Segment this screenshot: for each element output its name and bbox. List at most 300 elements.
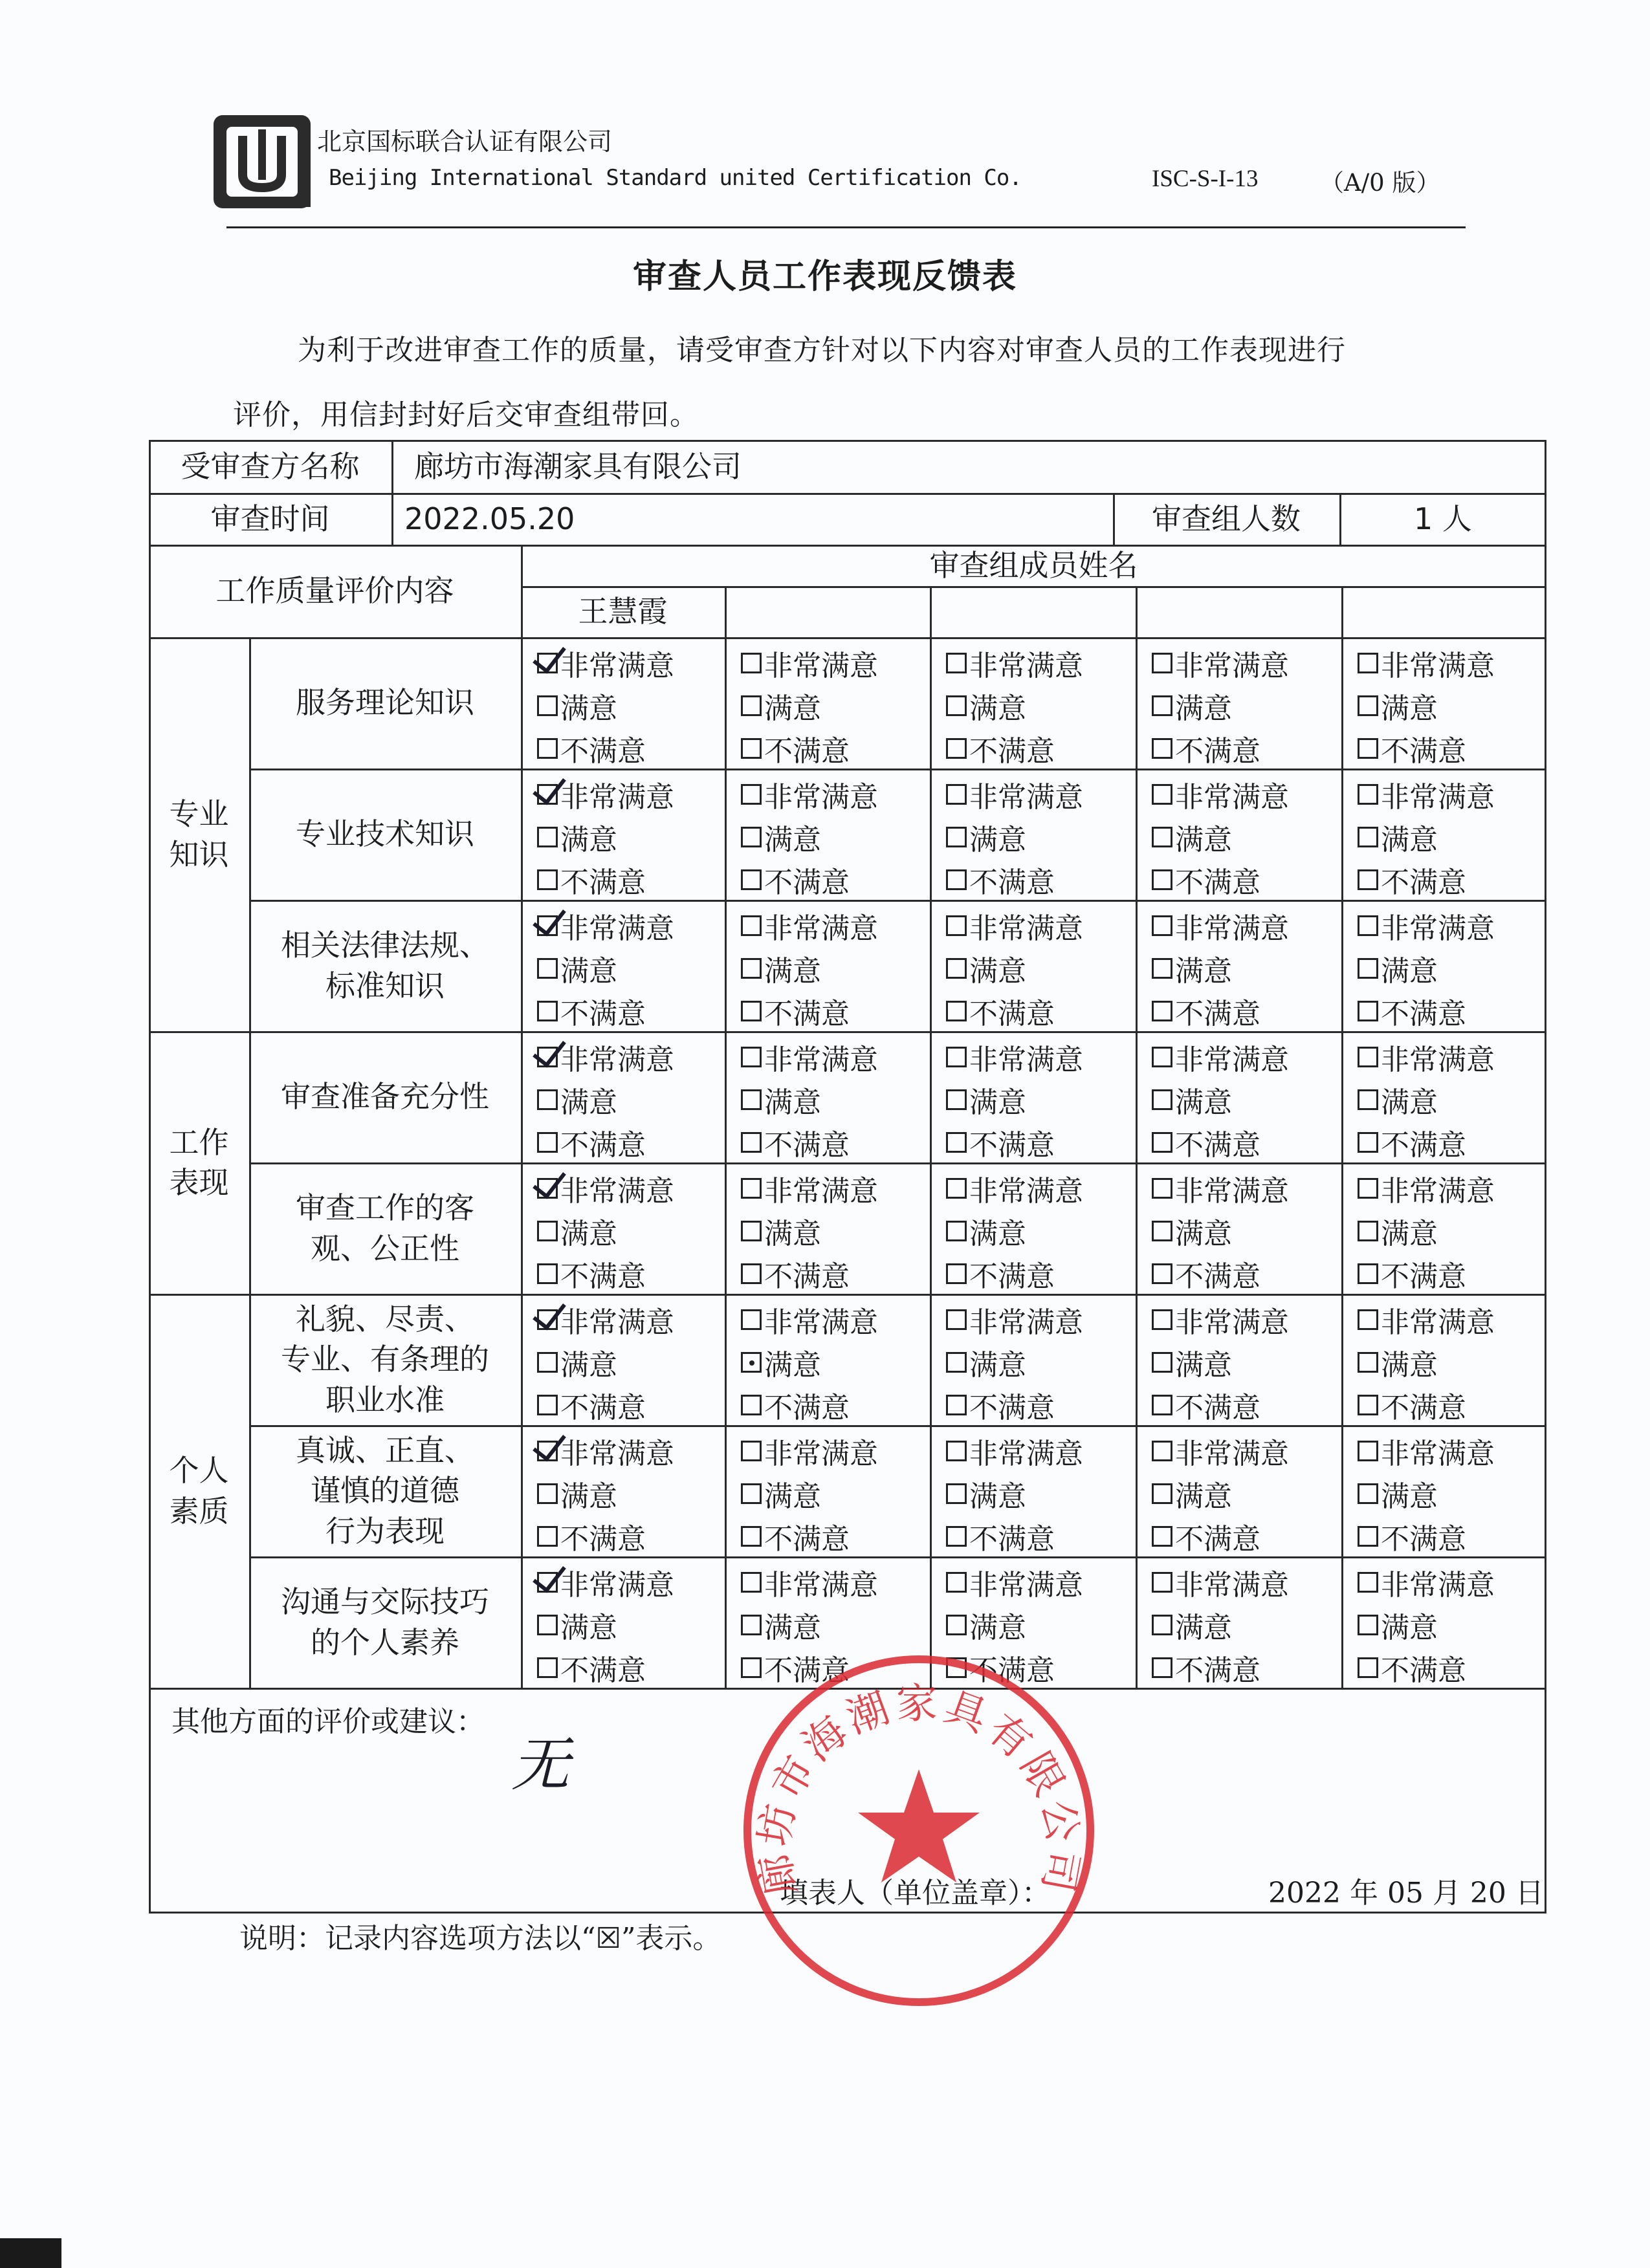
rating-option[interactable] <box>537 1386 646 1424</box>
checkbox[interactable] <box>1358 1352 1378 1373</box>
rating-option[interactable] <box>1358 729 1466 768</box>
checkbox[interactable] <box>537 1526 558 1547</box>
rating-option[interactable] <box>946 1212 1026 1250</box>
checkbox[interactable] <box>537 1047 558 1067</box>
checkbox[interactable] <box>537 1178 558 1199</box>
rating-option-label: 不满意 <box>764 1523 850 1556</box>
rating-group <box>741 1300 935 1423</box>
checkbox[interactable] <box>1152 653 1172 673</box>
remarks-value[interactable]: 无 <box>511 1731 569 1799</box>
checkbox[interactable] <box>946 784 967 805</box>
rating-option-label: 不满意 <box>560 998 646 1030</box>
rating-option[interactable] <box>1152 1080 1232 1119</box>
checkbox[interactable] <box>1358 827 1378 847</box>
checkbox[interactable] <box>1152 1441 1172 1461</box>
rating-option[interactable] <box>946 775 1083 814</box>
checkbox[interactable] <box>946 1441 967 1461</box>
checkbox[interactable] <box>537 1483 558 1504</box>
rating-option[interactable] <box>1152 860 1260 899</box>
member-name-2[interactable] <box>725 586 930 637</box>
rating-option-label: 不满意 <box>560 1391 646 1424</box>
rating-option[interactable] <box>741 729 850 768</box>
rating-option-label: 不满意 <box>764 1260 850 1293</box>
rating-option[interactable] <box>1358 775 1495 814</box>
rating-option[interactable] <box>741 1123 850 1162</box>
rating-option[interactable] <box>1152 1300 1289 1339</box>
checkbox[interactable] <box>1152 1047 1172 1067</box>
checkbox[interactable] <box>946 1132 967 1153</box>
checkbox[interactable] <box>946 958 967 979</box>
checkbox[interactable] <box>1152 695 1172 716</box>
checkbox[interactable] <box>537 915 558 936</box>
rating-option[interactable] <box>537 775 674 814</box>
rating-option[interactable] <box>537 1517 646 1556</box>
rating-option[interactable] <box>741 860 850 899</box>
checkbox[interactable] <box>741 869 762 890</box>
rating-option[interactable] <box>1358 1606 1438 1644</box>
checkbox[interactable] <box>741 1178 762 1199</box>
rating-group <box>741 1169 935 1292</box>
checkbox[interactable] <box>1152 1657 1172 1678</box>
checkbox[interactable] <box>1358 738 1378 759</box>
checkbox[interactable] <box>1358 869 1378 890</box>
checkbox[interactable] <box>1358 1263 1378 1284</box>
checkbox[interactable] <box>1358 1441 1378 1461</box>
checkbox[interactable] <box>1152 915 1172 936</box>
rating-group <box>1358 1038 1552 1161</box>
checkbox[interactable] <box>537 1089 558 1110</box>
checkbox[interactable] <box>1358 784 1378 805</box>
rating-option[interactable] <box>741 1606 821 1644</box>
remarks-label: 其他方面的评价或建议： <box>171 1705 485 1738</box>
rating-option[interactable] <box>1152 1563 1289 1602</box>
rating-option-label: 满意 <box>1381 823 1438 856</box>
rating-option[interactable] <box>1152 1517 1260 1556</box>
checkbox[interactable] <box>741 1483 762 1504</box>
rating-option[interactable] <box>537 686 617 725</box>
checkbox[interactable] <box>741 1089 762 1110</box>
rating-option[interactable] <box>1152 906 1289 945</box>
rating-option-label: 满意 <box>764 1480 821 1513</box>
rating-option[interactable] <box>1152 1648 1260 1687</box>
checkbox[interactable] <box>1358 695 1378 716</box>
rating-option[interactable] <box>946 1343 1026 1382</box>
rating-option[interactable] <box>537 1648 646 1687</box>
rating-option-label: 满意 <box>764 1217 821 1250</box>
rating-option[interactable] <box>1358 1254 1466 1293</box>
checkbox[interactable] <box>1358 1089 1378 1110</box>
rating-option-label: 非常满意 <box>1381 649 1495 682</box>
rating-option[interactable] <box>946 906 1083 945</box>
rating-option[interactable] <box>537 1432 674 1470</box>
checkbox[interactable] <box>1358 1483 1378 1504</box>
checkbox[interactable] <box>1358 1221 1378 1241</box>
checkbox[interactable] <box>1358 1309 1378 1330</box>
rating-option[interactable] <box>1152 949 1232 988</box>
checkbox[interactable] <box>946 738 967 759</box>
checkbox[interactable] <box>1152 1221 1172 1241</box>
rating-option[interactable] <box>741 644 878 682</box>
checkbox[interactable] <box>537 1572 558 1593</box>
auditee-value[interactable]: 廊坊市海潮家具有限公司 <box>414 448 742 484</box>
rating-option[interactable] <box>946 818 1026 856</box>
rating-option-label: 不满意 <box>1381 1654 1466 1687</box>
rating-group <box>946 1038 1140 1161</box>
checkbox[interactable] <box>1152 1263 1172 1284</box>
checkbox[interactable] <box>537 827 558 847</box>
checkbox[interactable] <box>946 1263 967 1284</box>
rating-option[interactable] <box>741 818 821 856</box>
rating-option-label: 满意 <box>969 1349 1026 1382</box>
rating-option[interactable] <box>741 1169 878 1208</box>
checkbox[interactable] <box>1358 1047 1378 1067</box>
rating-option[interactable] <box>741 1386 850 1424</box>
rating-option[interactable] <box>1152 1432 1289 1470</box>
checkbox[interactable] <box>537 784 558 805</box>
checkbox[interactable] <box>1358 1001 1378 1021</box>
checkbox[interactable] <box>1358 653 1378 673</box>
checkbox[interactable] <box>537 1395 558 1415</box>
checkbox[interactable] <box>537 1441 558 1461</box>
rating-option[interactable] <box>946 1517 1055 1556</box>
rating-option[interactable] <box>741 949 821 988</box>
rating-option[interactable] <box>741 775 878 814</box>
checkbox[interactable] <box>537 653 558 673</box>
rating-option[interactable] <box>741 1563 878 1602</box>
checkbox[interactable] <box>1152 827 1172 847</box>
rating-group <box>946 644 1140 767</box>
rating-option-label: 不满意 <box>1381 1129 1466 1162</box>
rating-option[interactable] <box>741 1343 821 1382</box>
checkbox[interactable] <box>1358 1657 1378 1678</box>
rating-option[interactable] <box>537 818 617 856</box>
rating-option[interactable] <box>741 1432 878 1470</box>
rating-option-label: 不满意 <box>1381 1260 1466 1293</box>
rating-option[interactable] <box>537 1563 674 1602</box>
checkbox[interactable] <box>741 1001 762 1021</box>
rating-option[interactable] <box>741 1212 821 1250</box>
document-version: （A/0 版） <box>1320 169 1440 197</box>
checkbox[interactable] <box>1358 1615 1378 1635</box>
rating-group <box>1358 906 1552 1029</box>
member-name-1[interactable]: 王慧霞 <box>578 594 668 629</box>
checkbox[interactable] <box>741 827 762 847</box>
rating-option[interactable] <box>537 906 674 945</box>
rating-option[interactable] <box>946 1123 1055 1162</box>
checkbox[interactable] <box>946 1526 967 1547</box>
checkbox[interactable] <box>741 1221 762 1241</box>
rating-option[interactable] <box>537 1080 617 1119</box>
company-seal-stamp <box>731 1643 1106 2018</box>
checkbox[interactable] <box>946 869 967 890</box>
rating-option-label: 非常满意 <box>1381 1306 1495 1339</box>
checkbox[interactable] <box>741 738 762 759</box>
audit-time-value[interactable]: 2022.05.20 <box>404 501 575 536</box>
checkbox[interactable] <box>1152 1001 1172 1021</box>
rating-option[interactable] <box>1358 992 1466 1030</box>
checkbox[interactable] <box>946 695 967 716</box>
checkbox[interactable] <box>1152 1395 1172 1415</box>
rating-group <box>1358 1169 1552 1292</box>
rating-option[interactable] <box>1152 1474 1232 1513</box>
rating-option[interactable] <box>537 1343 617 1382</box>
rating-option[interactable] <box>1358 818 1438 856</box>
rating-option[interactable] <box>946 1386 1055 1424</box>
rating-option-label: 满意 <box>969 1611 1026 1644</box>
checkbox[interactable] <box>537 738 558 759</box>
rating-option[interactable] <box>537 1038 674 1076</box>
rating-option[interactable] <box>946 1300 1083 1339</box>
checkbox[interactable] <box>946 1309 967 1330</box>
rating-option[interactable] <box>1152 644 1289 682</box>
criterion-label: 沟通与交际技巧 的个人素养 <box>281 1584 489 1660</box>
checkbox[interactable] <box>1152 1483 1172 1504</box>
rating-option[interactable] <box>537 949 617 988</box>
rating-option[interactable] <box>1358 1648 1466 1687</box>
rating-option[interactable] <box>946 686 1026 725</box>
rating-option[interactable] <box>1358 949 1438 988</box>
rating-option[interactable] <box>741 1038 878 1076</box>
rating-option-label: 满意 <box>1381 1349 1438 1382</box>
checkbox[interactable] <box>946 1352 967 1373</box>
rating-option[interactable] <box>946 1080 1026 1119</box>
checkbox[interactable] <box>1152 1572 1172 1593</box>
checkbox[interactable] <box>946 1001 967 1021</box>
criterion-label: 礼貌、尽责、 专业、有条理的 职业水准 <box>281 1302 489 1417</box>
rating-option-label: 非常满意 <box>560 1175 674 1208</box>
rating-option[interactable] <box>946 1432 1083 1470</box>
category-label: 工作 表现 <box>169 1124 229 1200</box>
checkbox[interactable] <box>946 1572 967 1593</box>
rating-option-label: 非常满意 <box>1175 1306 1289 1339</box>
rating-option[interactable] <box>946 729 1055 768</box>
rating-option[interactable] <box>946 644 1083 682</box>
rating-option[interactable] <box>1358 1343 1438 1382</box>
checkbox[interactable] <box>1152 1178 1172 1199</box>
rating-option[interactable] <box>1152 1212 1232 1250</box>
rating-option[interactable] <box>537 1254 646 1293</box>
checkbox[interactable] <box>537 1263 558 1284</box>
rating-option-label: 满意 <box>1175 1611 1232 1644</box>
rating-option[interactable] <box>537 1169 674 1208</box>
rating-option[interactable] <box>1152 1606 1232 1644</box>
rating-option[interactable] <box>946 1606 1026 1644</box>
rating-group <box>537 775 731 898</box>
rating-option-label: 非常满意 <box>560 649 674 682</box>
checkbox[interactable] <box>537 1309 558 1330</box>
checkbox[interactable] <box>1152 869 1172 890</box>
rating-option[interactable] <box>1358 860 1466 899</box>
checkbox[interactable] <box>741 958 762 979</box>
rating-option[interactable] <box>537 860 646 899</box>
rating-option-label: 不满意 <box>969 866 1055 899</box>
rating-option[interactable] <box>1358 1123 1466 1162</box>
rating-option-label: 不满意 <box>1381 1391 1466 1424</box>
checkbox[interactable] <box>741 653 762 673</box>
rating-option[interactable] <box>1152 686 1232 725</box>
rating-option-label: 非常满意 <box>764 1175 878 1208</box>
rating-group <box>1358 1300 1552 1423</box>
rating-option[interactable] <box>1358 1563 1495 1602</box>
member-name-4[interactable] <box>1136 586 1341 637</box>
rating-option[interactable] <box>1358 1517 1466 1556</box>
checkbox[interactable] <box>537 1001 558 1021</box>
checkbox[interactable] <box>946 1615 967 1635</box>
rating-option[interactable] <box>1152 1123 1260 1162</box>
rating-option[interactable] <box>1152 1386 1260 1424</box>
checkbox[interactable] <box>741 1441 762 1461</box>
checkbox[interactable] <box>741 1572 762 1593</box>
checkbox[interactable] <box>946 827 967 847</box>
rating-option[interactable] <box>741 1474 821 1513</box>
rating-option[interactable] <box>946 1563 1083 1602</box>
rating-option[interactable] <box>946 1169 1083 1208</box>
checkbox[interactable] <box>946 1178 967 1199</box>
rating-option[interactable] <box>946 992 1055 1030</box>
checkbox[interactable] <box>741 1615 762 1635</box>
checkbox[interactable] <box>741 784 762 805</box>
rating-option-label: 满意 <box>764 1611 821 1644</box>
rating-option-label: 非常满意 <box>969 781 1083 814</box>
checkbox[interactable] <box>1358 1572 1378 1593</box>
rating-option[interactable] <box>946 949 1026 988</box>
rating-option[interactable] <box>1152 775 1289 814</box>
rating-option-label: 满意 <box>1175 955 1232 988</box>
rating-option[interactable] <box>537 1212 617 1250</box>
rating-option[interactable] <box>1152 992 1260 1030</box>
checkbox[interactable] <box>946 653 967 673</box>
rating-option[interactable] <box>537 644 674 682</box>
checkbox[interactable] <box>741 1526 762 1547</box>
rating-option[interactable] <box>1358 1038 1495 1076</box>
rating-option[interactable] <box>537 1300 674 1339</box>
rating-option-label: 满意 <box>764 1086 821 1119</box>
checkbox[interactable] <box>946 1221 967 1241</box>
rating-option-label: 满意 <box>560 692 617 725</box>
rating-group <box>1152 1563 1346 1686</box>
checkbox[interactable] <box>1152 1615 1172 1635</box>
checkbox[interactable] <box>741 1352 762 1373</box>
checkbox[interactable] <box>946 915 967 936</box>
rating-option[interactable] <box>1358 686 1438 725</box>
checkbox[interactable] <box>1152 738 1172 759</box>
rating-option[interactable] <box>741 686 821 725</box>
rating-option[interactable] <box>946 1254 1055 1293</box>
rating-option[interactable] <box>1358 906 1495 945</box>
rating-option-label: 非常满意 <box>969 649 1083 682</box>
rating-option[interactable] <box>1358 1169 1495 1208</box>
checkbox[interactable] <box>1152 1089 1172 1110</box>
rating-option[interactable] <box>741 1254 850 1293</box>
checkbox[interactable] <box>741 1395 762 1415</box>
rating-option-label: 非常满意 <box>764 1569 878 1602</box>
rating-option-label: 非常满意 <box>764 1043 878 1076</box>
checkbox[interactable] <box>1358 1395 1378 1415</box>
checkbox[interactable] <box>741 915 762 936</box>
checkbox[interactable] <box>1152 1352 1172 1373</box>
rating-option[interactable] <box>1358 644 1495 682</box>
checkbox[interactable] <box>1152 1132 1172 1153</box>
rating-option[interactable] <box>946 1474 1026 1513</box>
checkbox[interactable] <box>537 1352 558 1373</box>
rating-group <box>1358 1563 1552 1686</box>
rating-option[interactable] <box>1152 729 1260 768</box>
checkbox[interactable] <box>741 1263 762 1284</box>
member-name-5[interactable] <box>1341 586 1546 637</box>
rating-option[interactable] <box>1358 1474 1438 1513</box>
rating-option[interactable] <box>741 1300 878 1339</box>
rating-option[interactable] <box>1152 1343 1232 1382</box>
checkbox[interactable] <box>537 1615 558 1635</box>
svg-text:廊坊市海潮家具有限公司: 廊坊市海潮家具有限公司 <box>750 1680 1088 1900</box>
rating-option[interactable] <box>741 906 878 945</box>
rating-option-label: 非常满意 <box>969 1437 1083 1470</box>
rating-option-label: 非常满意 <box>1381 1175 1495 1208</box>
rating-option[interactable] <box>946 1038 1083 1076</box>
checkbox[interactable] <box>537 1221 558 1241</box>
checkbox[interactable] <box>1152 1309 1172 1330</box>
checkbox[interactable] <box>537 958 558 979</box>
rating-option[interactable] <box>537 1474 617 1513</box>
checkbox[interactable] <box>537 695 558 716</box>
rating-option[interactable] <box>537 992 646 1030</box>
checkbox[interactable] <box>1358 958 1378 979</box>
checkbox[interactable] <box>946 1089 967 1110</box>
rating-option[interactable] <box>537 1606 617 1644</box>
checkbox[interactable] <box>537 869 558 890</box>
checkbox[interactable] <box>946 1395 967 1415</box>
rating-group <box>537 1300 731 1423</box>
checkbox[interactable] <box>537 1132 558 1153</box>
rating-option[interactable] <box>537 729 646 768</box>
checkbox[interactable] <box>1358 1526 1378 1547</box>
member-name-3[interactable] <box>930 586 1136 637</box>
checkbox[interactable] <box>741 1309 762 1330</box>
rating-option[interactable] <box>741 1517 850 1556</box>
rating-group <box>537 1563 731 1686</box>
rating-option[interactable] <box>1152 1169 1289 1208</box>
checkbox[interactable] <box>1152 958 1172 979</box>
rating-option[interactable] <box>946 860 1055 899</box>
checkbox[interactable] <box>946 1047 967 1067</box>
rating-option[interactable] <box>741 1080 821 1119</box>
rating-option[interactable] <box>741 992 850 1030</box>
checkbox[interactable] <box>946 1483 967 1504</box>
rating-option[interactable] <box>1358 1432 1495 1470</box>
checkbox[interactable] <box>1358 1132 1378 1153</box>
checkbox[interactable] <box>1152 784 1172 805</box>
team-size-value[interactable]: 1 人 <box>1414 501 1472 536</box>
checkbox[interactable] <box>1152 1526 1172 1547</box>
checkbox[interactable] <box>1358 1178 1378 1199</box>
rating-option[interactable] <box>537 1123 646 1162</box>
rating-option-label: 满意 <box>1175 823 1232 856</box>
rating-option[interactable] <box>1358 1300 1495 1339</box>
rating-option[interactable] <box>1358 1080 1438 1119</box>
rating-option[interactable] <box>1358 1386 1466 1424</box>
rating-option[interactable] <box>1152 1038 1289 1076</box>
rating-option[interactable] <box>1358 1212 1438 1250</box>
checkbox[interactable] <box>537 1657 558 1678</box>
rating-option-label: 不满意 <box>560 866 646 899</box>
checkbox[interactable] <box>741 1132 762 1153</box>
rating-option[interactable] <box>1152 1254 1260 1293</box>
rating-option-label: 不满意 <box>969 735 1055 768</box>
checkbox[interactable] <box>741 1047 762 1067</box>
checkbox[interactable] <box>741 695 762 716</box>
rating-option[interactable] <box>1152 818 1232 856</box>
checkbox[interactable] <box>1358 915 1378 936</box>
